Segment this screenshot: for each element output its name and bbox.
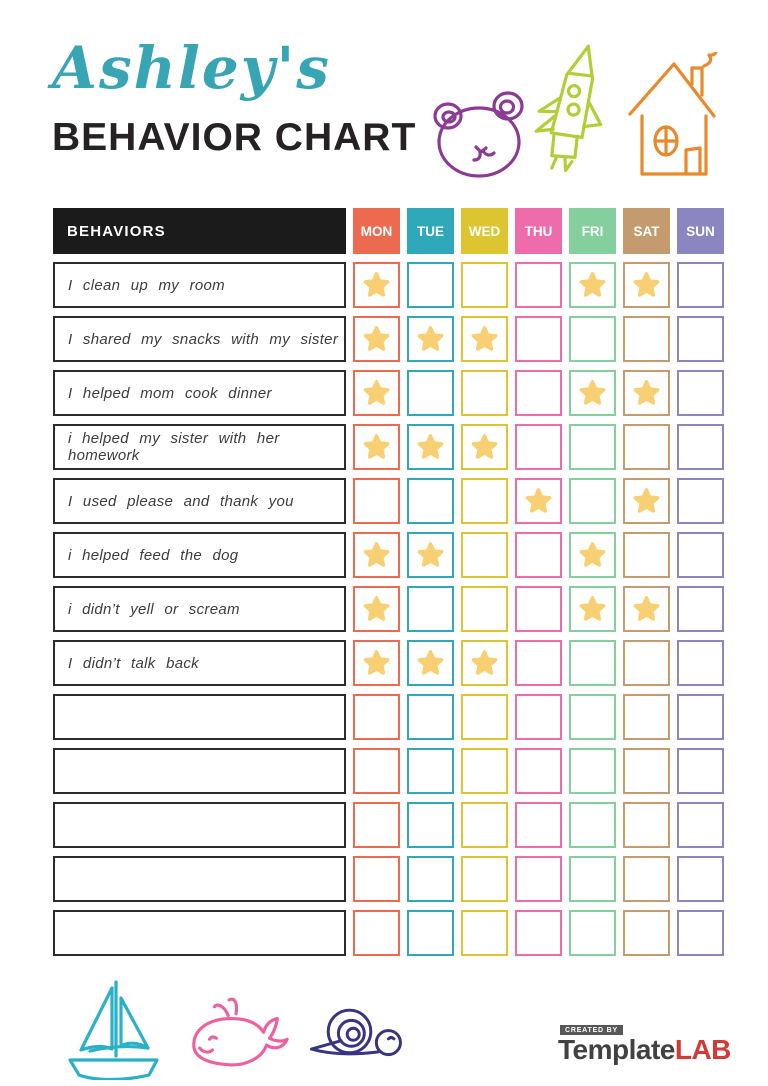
behavior-row (53, 856, 724, 902)
star-cell-thu[interactable] (515, 262, 562, 308)
star-cell-tue[interactable] (407, 748, 454, 794)
behavior-row (53, 262, 724, 308)
behavior-label: i didn’t yell or scream (53, 586, 346, 632)
star-icon (360, 269, 393, 302)
behavior-row (53, 424, 724, 470)
behavior-label: I used please and thank you (53, 478, 346, 524)
star-cell-sat[interactable] (623, 694, 670, 740)
star-icon (630, 377, 663, 410)
behavior-label: i helped my sister with her homework (53, 424, 346, 470)
behavior-label: i helped feed the dog (53, 532, 346, 578)
star-icon (576, 593, 609, 626)
star-cell-fri[interactable] (569, 586, 616, 632)
star-cell-sun[interactable] (677, 802, 724, 848)
star-cell-thu[interactable] (515, 802, 562, 848)
star-icon (630, 485, 663, 518)
behaviors-column-header: BEHAVIORS (53, 208, 346, 254)
behavior-row (53, 370, 724, 416)
star-cell-sat[interactable] (623, 370, 670, 416)
star-cell-thu[interactable] (515, 694, 562, 740)
star-cell-wed[interactable] (461, 694, 508, 740)
star-cell-fri[interactable] (569, 694, 616, 740)
star-cell-wed[interactable] (461, 910, 508, 956)
house-icon (622, 52, 722, 182)
star-cell-sun[interactable] (677, 586, 724, 632)
star-icon (414, 323, 447, 356)
star-cell-wed[interactable] (461, 802, 508, 848)
behavior-label: I shared my snacks with my sister (53, 316, 346, 362)
star-cell-tue[interactable] (407, 586, 454, 632)
behavior-label (53, 856, 346, 902)
snail-icon (306, 1000, 406, 1064)
star-icon (360, 539, 393, 572)
star-cell-mon[interactable] (353, 478, 400, 524)
star-cell-thu[interactable] (515, 586, 562, 632)
behavior-row (53, 640, 724, 686)
star-cell-wed[interactable] (461, 640, 508, 686)
star-cell-sat[interactable] (623, 586, 670, 632)
behavior-label (53, 802, 346, 848)
star-cell-sun[interactable] (677, 640, 724, 686)
behavior-label (53, 910, 346, 956)
sailboat-icon (60, 976, 160, 1078)
star-cell-sun[interactable] (677, 856, 724, 902)
star-cell-wed[interactable] (461, 856, 508, 902)
star-cell-mon[interactable] (353, 532, 400, 578)
star-cell-fri[interactable] (569, 478, 616, 524)
table-rows (53, 262, 724, 956)
star-cell-fri[interactable] (569, 856, 616, 902)
star-cell-sat[interactable] (623, 910, 670, 956)
behavior-row (53, 532, 724, 578)
star-icon (576, 269, 609, 302)
star-cell-sat[interactable] (623, 478, 670, 524)
behavior-label: I clean up my room (53, 262, 346, 308)
day-header-thu: THU (515, 208, 562, 254)
star-cell-tue[interactable] (407, 478, 454, 524)
star-cell-tue[interactable] (407, 910, 454, 956)
behavior-label (53, 748, 346, 794)
behavior-row (53, 586, 724, 632)
star-icon (414, 431, 447, 464)
behavior-row (53, 478, 724, 524)
brand-template: Template (558, 1034, 675, 1065)
star-cell-mon[interactable] (353, 856, 400, 902)
page-title: BEHAVIOR CHART (52, 116, 417, 159)
star-cell-mon[interactable] (353, 262, 400, 308)
star-cell-sat[interactable] (623, 532, 670, 578)
star-cell-sun[interactable] (677, 748, 724, 794)
brand-lab: LAB (674, 1034, 731, 1065)
star-icon (468, 647, 501, 680)
star-icon (360, 377, 393, 410)
star-icon (360, 431, 393, 464)
star-cell-tue[interactable] (407, 856, 454, 902)
star-cell-mon[interactable] (353, 910, 400, 956)
star-cell-thu[interactable] (515, 748, 562, 794)
star-cell-mon[interactable] (353, 316, 400, 362)
star-cell-mon[interactable] (353, 748, 400, 794)
star-cell-fri[interactable] (569, 262, 616, 308)
star-icon (576, 377, 609, 410)
star-cell-fri[interactable] (569, 802, 616, 848)
day-header-sat: SAT (623, 208, 670, 254)
star-icon (630, 269, 663, 302)
star-cell-sun[interactable] (677, 370, 724, 416)
behavior-row (53, 316, 724, 362)
star-icon (576, 539, 609, 572)
star-icon (468, 431, 501, 464)
star-cell-sat[interactable] (623, 640, 670, 686)
star-cell-fri[interactable] (569, 910, 616, 956)
star-cell-fri[interactable] (569, 532, 616, 578)
star-cell-thu[interactable] (515, 910, 562, 956)
star-cell-sat[interactable] (623, 424, 670, 470)
star-cell-tue[interactable] (407, 802, 454, 848)
behavior-row (53, 910, 724, 956)
star-cell-thu[interactable] (515, 424, 562, 470)
star-cell-fri[interactable] (569, 424, 616, 470)
table-header-row (53, 208, 724, 254)
star-cell-thu[interactable] (515, 316, 562, 362)
templatelab-logo (558, 1019, 731, 1064)
star-cell-sun[interactable] (677, 478, 724, 524)
star-icon (360, 647, 393, 680)
star-cell-sun[interactable] (677, 316, 724, 362)
star-cell-fri[interactable] (569, 370, 616, 416)
star-cell-wed[interactable] (461, 370, 508, 416)
behavior-row (53, 694, 724, 740)
star-icon (360, 593, 393, 626)
day-header-tue: TUE (407, 208, 454, 254)
star-cell-mon[interactable] (353, 640, 400, 686)
behavior-label: I didn’t talk back (53, 640, 346, 686)
behavior-row (53, 802, 724, 848)
day-header-sun: SUN (677, 208, 724, 254)
star-cell-sat[interactable] (623, 802, 670, 848)
behavior-label: I helped mom cook dinner (53, 370, 346, 416)
star-cell-tue[interactable] (407, 424, 454, 470)
star-cell-sun[interactable] (677, 424, 724, 470)
star-cell-sat[interactable] (623, 262, 670, 308)
star-cell-thu[interactable] (515, 640, 562, 686)
star-cell-fri[interactable] (569, 316, 616, 362)
whale-icon (180, 994, 298, 1076)
star-icon (414, 539, 447, 572)
star-cell-wed[interactable] (461, 262, 508, 308)
star-cell-sun[interactable] (677, 532, 724, 578)
rocket-icon (530, 40, 620, 185)
star-cell-tue[interactable] (407, 370, 454, 416)
star-cell-sun[interactable] (677, 262, 724, 308)
star-cell-tue[interactable] (407, 694, 454, 740)
star-icon (468, 323, 501, 356)
star-cell-mon[interactable] (353, 694, 400, 740)
star-icon (522, 485, 555, 518)
star-cell-wed[interactable] (461, 478, 508, 524)
star-cell-wed[interactable] (461, 316, 508, 362)
day-header-mon: MON (353, 208, 400, 254)
bear-icon (428, 84, 533, 184)
star-cell-wed[interactable] (461, 586, 508, 632)
behavior-row (53, 748, 724, 794)
star-cell-thu[interactable] (515, 856, 562, 902)
created-by-badge: CREATED BY (560, 1025, 623, 1035)
star-cell-tue[interactable] (407, 262, 454, 308)
star-cell-fri[interactable] (569, 748, 616, 794)
star-cell-tue[interactable] (407, 640, 454, 686)
star-cell-tue[interactable] (407, 316, 454, 362)
day-header-fri: FRI (569, 208, 616, 254)
star-cell-wed[interactable] (461, 532, 508, 578)
star-cell-wed[interactable] (461, 424, 508, 470)
star-icon (630, 593, 663, 626)
behavior-chart-table (53, 208, 724, 956)
star-cell-sat[interactable] (623, 316, 670, 362)
star-cell-sat[interactable] (623, 748, 670, 794)
star-cell-fri[interactable] (569, 640, 616, 686)
star-cell-thu[interactable] (515, 532, 562, 578)
star-cell-thu[interactable] (515, 478, 562, 524)
star-icon (360, 323, 393, 356)
star-cell-wed[interactable] (461, 748, 508, 794)
brand-name (558, 1034, 731, 1065)
star-cell-mon[interactable] (353, 586, 400, 632)
star-cell-sun[interactable] (677, 694, 724, 740)
star-cell-sat[interactable] (623, 856, 670, 902)
behavior-label (53, 694, 346, 740)
day-header-wed: WED (461, 208, 508, 254)
star-cell-mon[interactable] (353, 424, 400, 470)
star-cell-mon[interactable] (353, 802, 400, 848)
star-cell-tue[interactable] (407, 532, 454, 578)
star-cell-sun[interactable] (677, 910, 724, 956)
child-name: Ashley's (52, 34, 331, 102)
star-cell-thu[interactable] (515, 370, 562, 416)
star-cell-mon[interactable] (353, 370, 400, 416)
star-icon (414, 647, 447, 680)
